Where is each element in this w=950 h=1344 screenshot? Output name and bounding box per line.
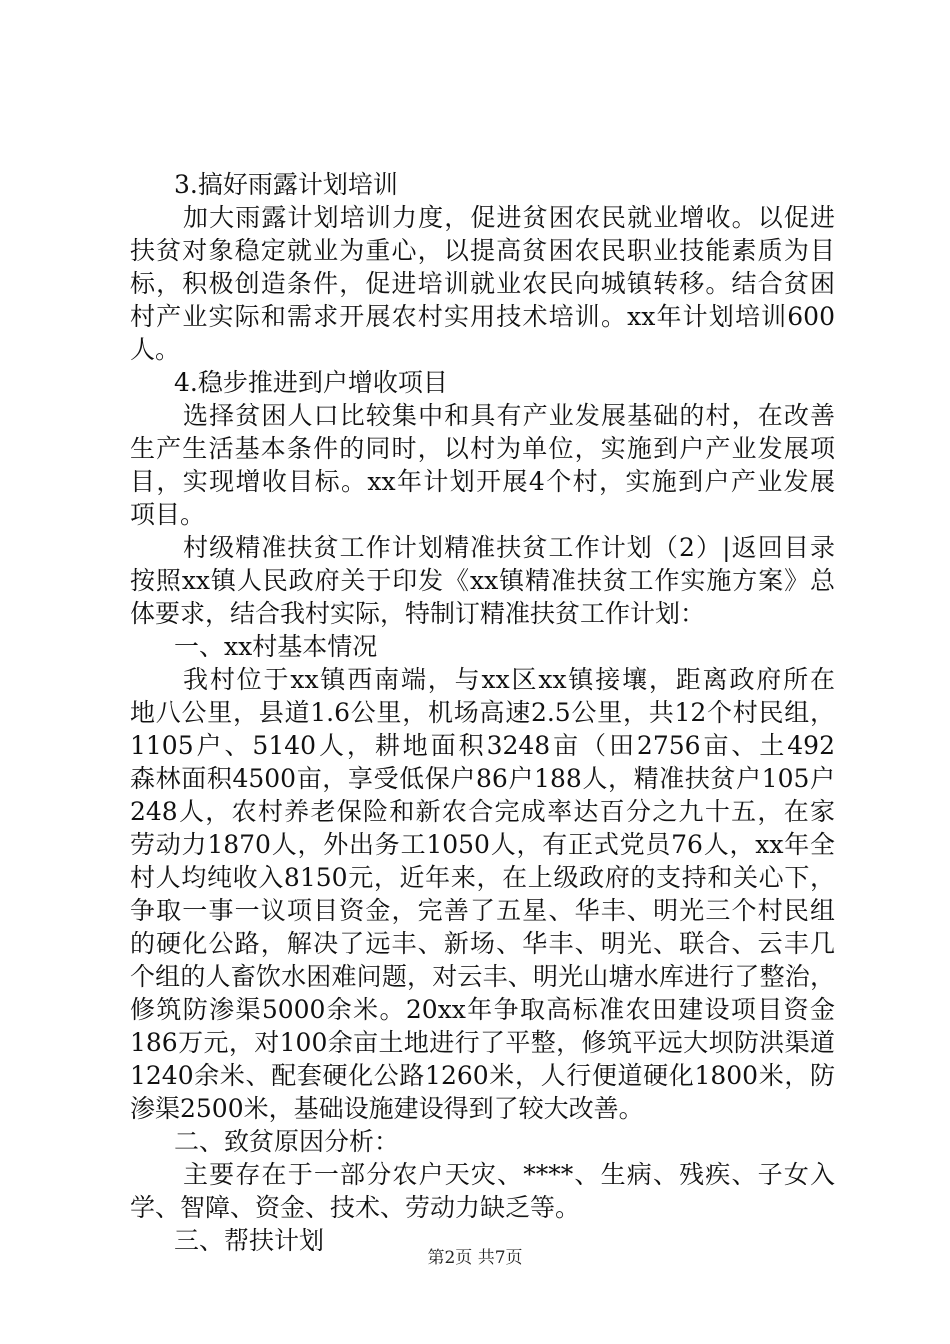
text-line: 村人均纯收入8150元，近年来，在上级政府的支持和关心下， <box>130 863 835 892</box>
text-line: 渗渠2500米，基础设施建设得到了较大改善。 <box>130 1094 644 1123</box>
text-line: 一、xx村基本情况 <box>174 632 378 661</box>
text-line: 的硬化公路，解决了远丰、新场、华丰、明光、联合、云丰几 <box>130 929 835 958</box>
text-line: 3.搞好雨露计划培训 <box>174 170 398 199</box>
text-line: 地八公里，县道1.6公里，机场高速2.5公里，共12个村民组， <box>130 698 835 727</box>
text-line: 人。 <box>130 335 181 364</box>
text-line: 4.稳步推进到户增收项目 <box>174 368 448 397</box>
text-line: 村级精准扶贫工作计划精准扶贫工作计划（2）|返回目录 <box>183 533 835 562</box>
text-line: 个组的人畜饮水困难问题，对云丰、明光山塘水库进行了整治， <box>130 962 835 991</box>
text-line: 三、帮扶计划 <box>174 1226 325 1255</box>
text-line: 劳动力1870人，外出务工1050人，有正式党员76人，xx年全 <box>130 830 835 859</box>
text-line: 学、智障、资金、技术、劳动力缺乏等。 <box>130 1193 581 1222</box>
text-line: 森林面积4500亩，享受低保户86户188人，精准扶贫户105户 <box>130 764 835 793</box>
text-line: 二、致贫原因分析： <box>174 1127 400 1156</box>
document-body <box>130 168 835 1257</box>
text-line: 按照xx镇人民政府关于印发《xx镇精准扶贫工作实施方案》总 <box>130 566 835 595</box>
text-line: 生产生活基本条件的同时，以村为单位，实施到户产业发展项 <box>130 434 835 463</box>
text-line: 修筑防渗渠5000余米。20xx年争取高标准农田建设项目资金 <box>130 995 835 1024</box>
text-line: 目，实现增收目标。xx年计划开展4个村，实施到户产业发展 <box>130 467 835 496</box>
text-line: 体要求，结合我村实际，特制订精准扶贫工作计划： <box>130 599 706 628</box>
page-number-label: 第2页 共7页 <box>427 1248 523 1268</box>
text-line: 我村位于xx镇西南端，与xx区xx镇接壤，距离政府所在 <box>183 665 835 694</box>
page-footer <box>0 1243 950 1268</box>
text-line: 争取一事一议项目资金，完善了五星、华丰、明光三个村民组 <box>130 896 835 925</box>
text-line: 主要存在于一部分农户天灾、****、生病、残疾、子女入 <box>183 1160 835 1189</box>
text-line: 248人，农村养老保险和新农合完成率达百分之九十五，在家 <box>130 797 835 826</box>
text-line: 1105户、5140人，耕地面积3248亩（田2756亩、土492 <box>130 731 835 760</box>
text-line: 选择贫困人口比较集中和具有产业发展基础的村，在改善 <box>183 401 835 430</box>
text-line: 加大雨露计划培训力度，促进贫困农民就业增收。以促进 <box>183 203 835 232</box>
text-line: 项目。 <box>130 500 206 529</box>
text-line: 扶贫对象稳定就业为重心，以提高贫困农民职业技能素质为目 <box>130 236 835 265</box>
text-line: 村产业实际和需求开展农村实用技术培训。xx年计划培训600 <box>130 302 835 331</box>
text-line: 标，积极创造条件，促进培训就业农民向城镇转移。结合贫困 <box>130 269 835 298</box>
text-line: 186万元，对100余亩土地进行了平整，修筑平远大坝防洪渠道 <box>130 1028 835 1057</box>
text-line: 1240余米、配套硬化公路1260米，人行便道硬化1800米，防 <box>130 1061 835 1090</box>
